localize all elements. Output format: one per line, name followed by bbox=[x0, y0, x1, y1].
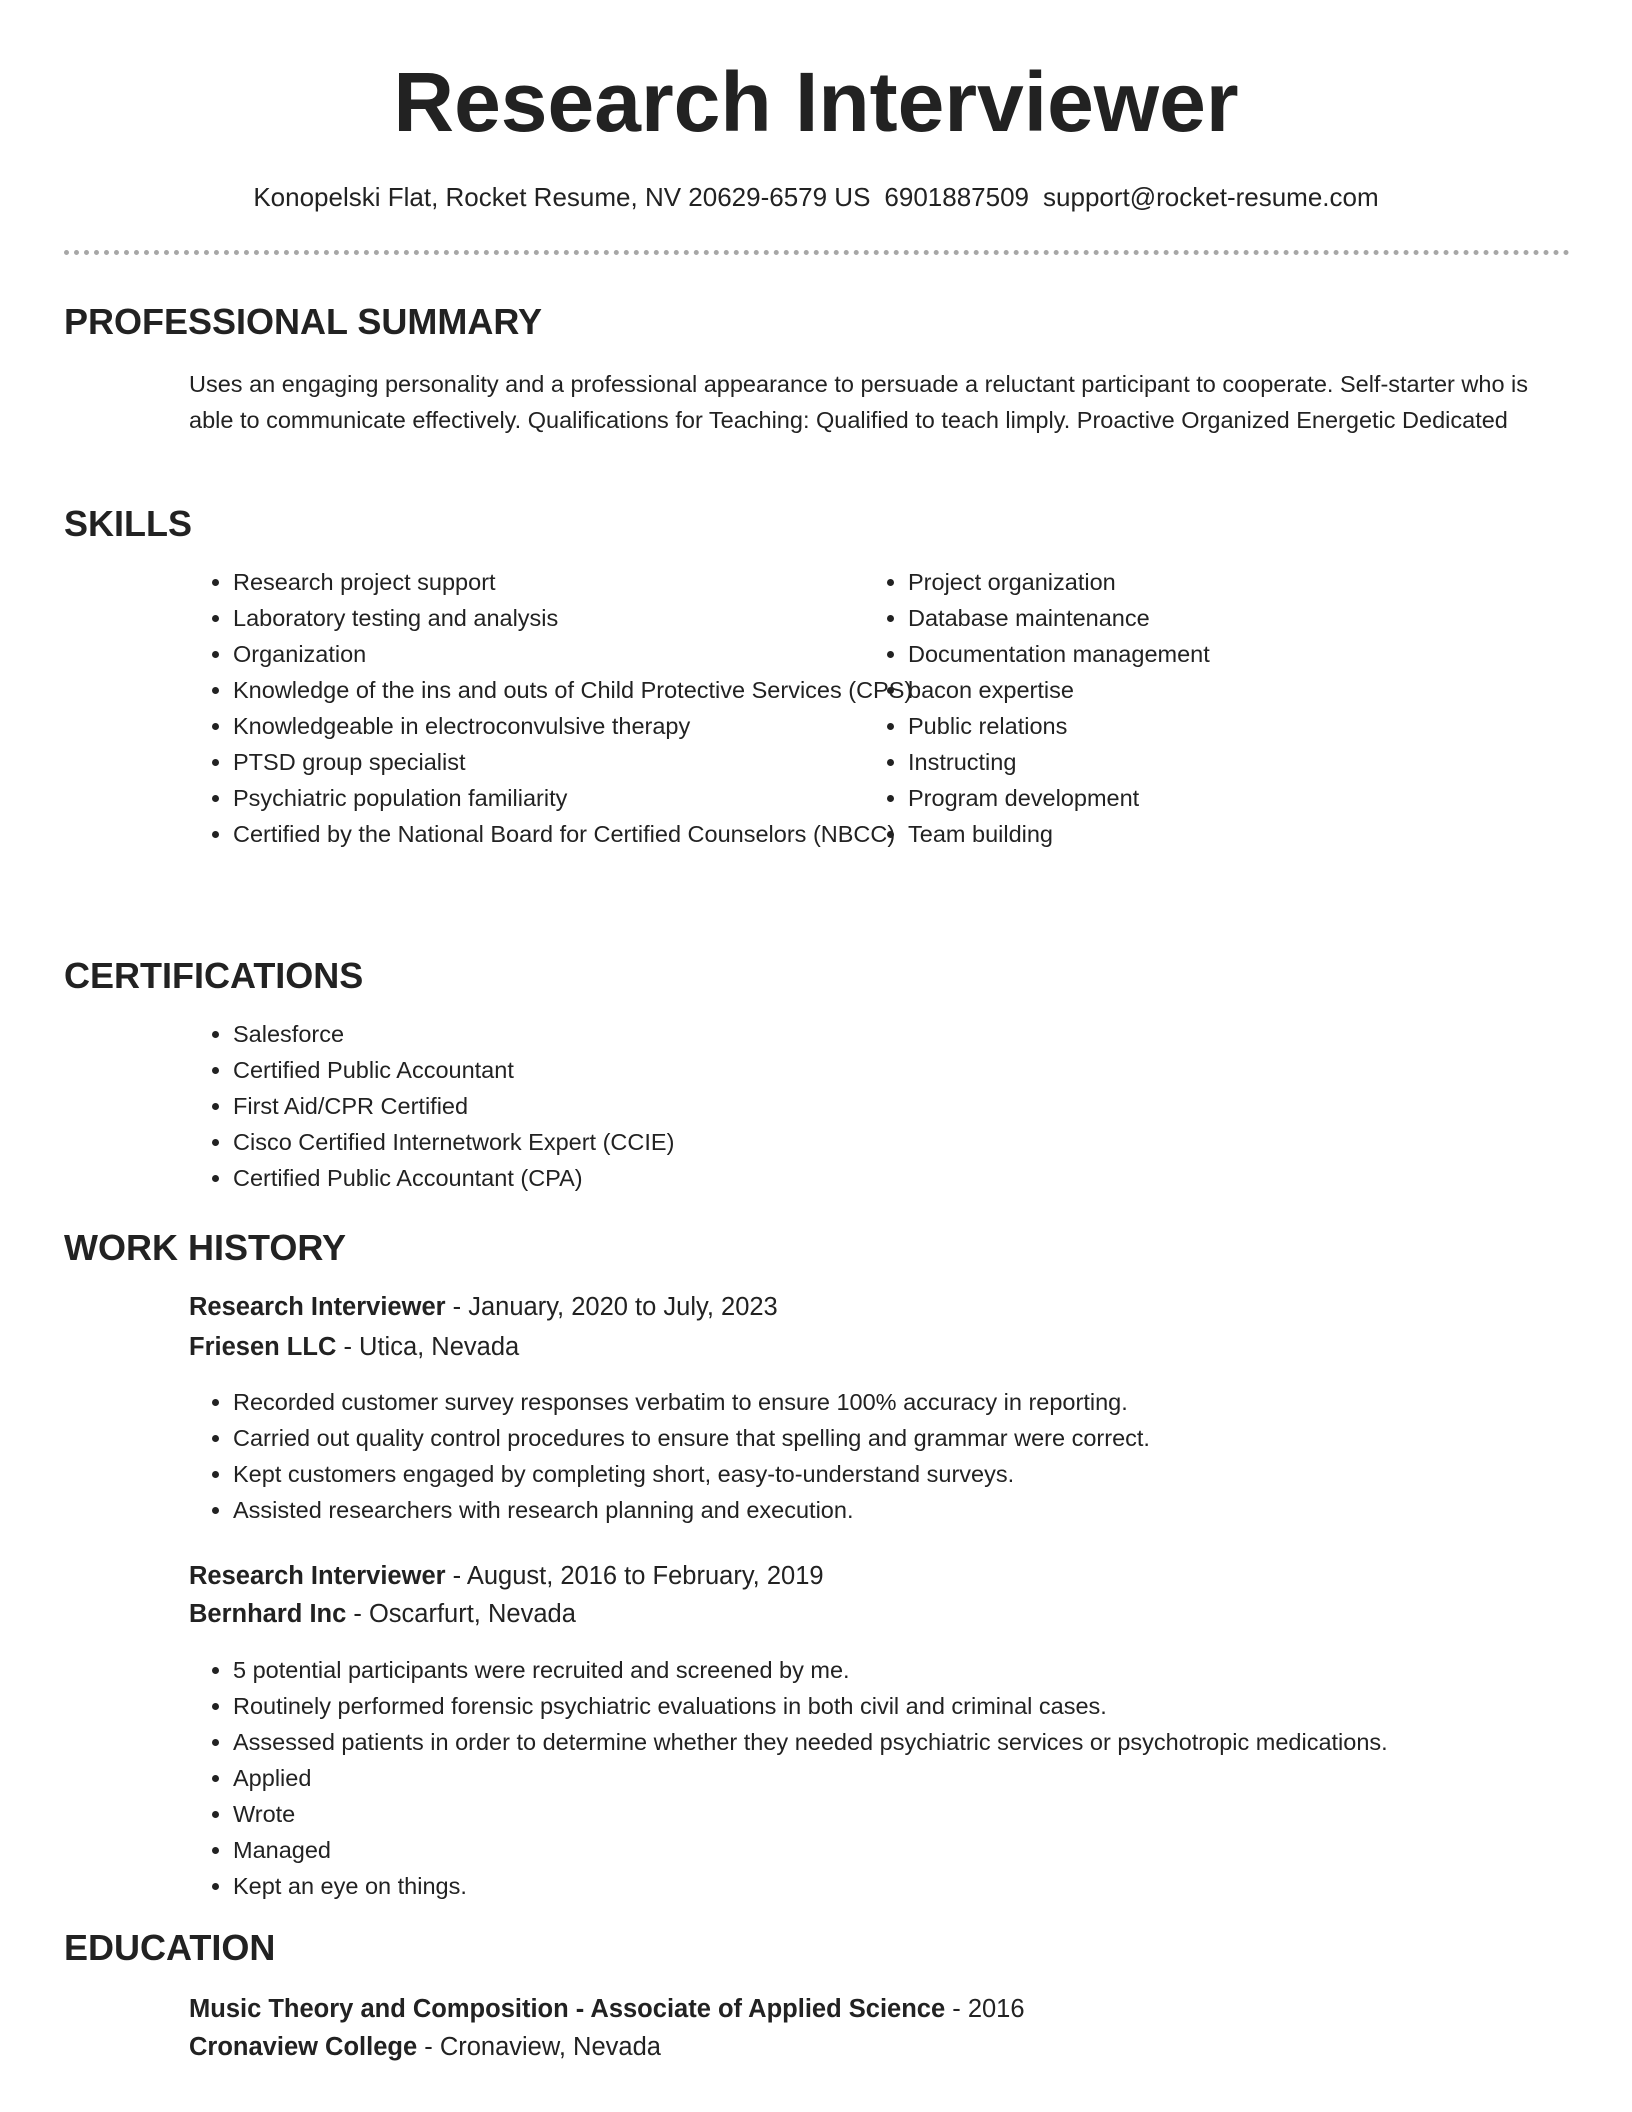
summary-text: Uses an engaging personality and a professional appearance to persuade a reluctant participant to cooperate. Self-starter who is able to communicate effectively. Qualifications for Teaching: Qualified to teach limply. Proactive Organized Energetic Dedicated bbox=[189, 371, 1529, 433]
education-degree-line bbox=[189, 1994, 1025, 2025]
education-degree: Music Theory and Composition - Associate of Applied Science bbox=[189, 1995, 946, 2023]
skill-item: • Research project support bbox=[233, 564, 923, 600]
certification-item: • Certified Public Accountant (CPA) bbox=[233, 1160, 1533, 1196]
certifications-list bbox=[189, 1016, 1533, 1196]
header-divider bbox=[64, 250, 1570, 255]
email: support@rocket-resume.com bbox=[1043, 182, 1379, 212]
job-dates: - August, 2016 to February, 2019 bbox=[445, 1562, 824, 1590]
skills-list-right bbox=[864, 564, 1548, 852]
skill-item: • Laboratory testing and analysis bbox=[233, 600, 923, 636]
job-bullet: • Recorded customer survey responses verbatim to ensure 100% accuracy in reporting. bbox=[233, 1384, 1613, 1420]
skills-list-left bbox=[189, 564, 923, 852]
education-school-line bbox=[189, 2032, 661, 2063]
candidate-name: Research Interviewer bbox=[393, 55, 1239, 149]
job-bullet: • Kept an eye on things. bbox=[233, 1868, 1613, 1904]
certification-item: • Cisco Certified Internetwork Expert (CCIE) bbox=[233, 1124, 1533, 1160]
job-company: Bernhard Inc bbox=[189, 1600, 347, 1628]
job-bullet: • Routinely performed forensic psychiatric evaluations in both civil and criminal cases. bbox=[233, 1688, 1613, 1724]
skill-item: • Certified by the National Board for Certified Counselors (NBCC) bbox=[233, 816, 923, 852]
contact-line bbox=[0, 182, 1632, 213]
job-dates: - January, 2020 to July, 2023 bbox=[445, 1293, 778, 1321]
skill-item: • Knowledgeable in electroconvulsive therapy bbox=[233, 708, 923, 744]
job-bullet: • Kept customers engaged by completing short, easy-to-understand surveys. bbox=[233, 1456, 1613, 1492]
phone: 6901887509 bbox=[884, 182, 1030, 212]
skill-item: • Project organization bbox=[908, 564, 1548, 600]
certifications-heading: CERTIFICATIONS bbox=[64, 955, 364, 996]
job-location: - Oscarfurt, Nevada bbox=[346, 1600, 576, 1628]
skill-item: • Documentation management bbox=[908, 636, 1548, 672]
skill-item: • Instructing bbox=[908, 744, 1548, 780]
work-heading: WORK HISTORY bbox=[64, 1227, 347, 1268]
education-location: - Cronaview, Nevada bbox=[417, 2033, 661, 2061]
skill-item: • Public relations bbox=[908, 708, 1548, 744]
skill-item: • Psychiatric population familiarity bbox=[233, 780, 923, 816]
certification-item: • Salesforce bbox=[233, 1016, 1533, 1052]
certification-item: • First Aid/CPR Certified bbox=[233, 1088, 1533, 1124]
job-company-line bbox=[189, 1599, 576, 1630]
education-school: Cronaview College bbox=[189, 2033, 418, 2061]
job-title-line bbox=[189, 1561, 824, 1592]
job-bullet: • Assessed patients in order to determine whether they needed psychiatric services or psychotropic medications. bbox=[233, 1724, 1613, 1760]
job-bullet: • Applied bbox=[233, 1760, 1613, 1796]
certification-item: • Certified Public Accountant bbox=[233, 1052, 1533, 1088]
skill-item: • PTSD group specialist bbox=[233, 744, 923, 780]
skill-item: • Program development bbox=[908, 780, 1548, 816]
job-title: Research Interviewer bbox=[189, 1562, 446, 1590]
job-title-line bbox=[189, 1292, 778, 1323]
job-title: Research Interviewer bbox=[189, 1293, 446, 1321]
skills-heading: SKILLS bbox=[64, 503, 193, 544]
skill-item: • Knowledge of the ins and outs of Child Protective Services (CPS) bbox=[233, 672, 923, 708]
job-company: Friesen LLC bbox=[189, 1333, 337, 1361]
job-bullet: • Managed bbox=[233, 1832, 1613, 1868]
education-year: - 2016 bbox=[945, 1995, 1025, 2023]
job-bullet: • Wrote bbox=[233, 1796, 1613, 1832]
job-company-line bbox=[189, 1332, 519, 1363]
job-bullets bbox=[189, 1652, 1613, 1904]
skill-item: • Team building bbox=[908, 816, 1548, 852]
education-heading: EDUCATION bbox=[64, 1927, 276, 1968]
job-bullets bbox=[189, 1384, 1613, 1528]
job-location: - Utica, Nevada bbox=[336, 1333, 520, 1361]
skill-item: • bacon expertise bbox=[908, 672, 1548, 708]
skill-item: • Organization bbox=[233, 636, 923, 672]
job-bullet: • Carried out quality control procedures to ensure that spelling and grammar were correct. bbox=[233, 1420, 1613, 1456]
address: Konopelski Flat, Rocket Resume, NV 20629-6579 US bbox=[253, 182, 871, 212]
skill-item: • Database maintenance bbox=[908, 600, 1548, 636]
job-bullet: • Assisted researchers with research planning and execution. bbox=[233, 1492, 1613, 1528]
job-bullet: • 5 potential participants were recruited and screened by me. bbox=[233, 1652, 1613, 1688]
summary-heading: PROFESSIONAL SUMMARY bbox=[64, 301, 543, 342]
